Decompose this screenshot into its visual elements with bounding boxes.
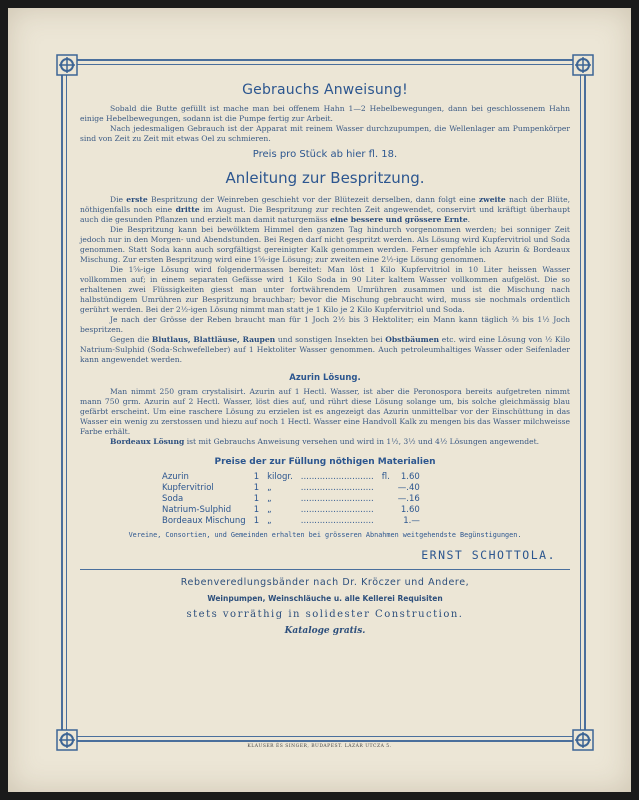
ornament-icon — [572, 54, 594, 76]
stock-line: stets vorräthig in solidester Construction. — [186, 609, 464, 620]
table-row — [158, 471, 424, 482]
price-cell-unit: „ — [267, 515, 272, 526]
price-cell-price: —.16 — [397, 493, 420, 504]
company-name: ERNST SCHOTTOLA. — [421, 548, 556, 562]
azurin-paragraph: Man nimmt 250 gram crystalisirt. Azurin auf 1 Hectl. Wasser, ist aber die Peronospora bereits aufgetreten nimmt mann 750 grm. Azurin auf 2 Hectl. Wasser, löst dies auf, und rührt diese Lösung solange um, bis solche gleichmässig blau gefärbt erscheint. Um eine raschere Lösung zu erzielen ist es angezeigt das Azurin unmittelbar vor der Einschüttung in das Wasser ein wenig zu zerstossen und hiezu auf noch 1 Hectl. Wasser eine Handvoll Kalk zu mengen bis das Wasser milchweisse Farbe erhält. — [80, 387, 570, 436]
printer-imprint: KLAUSER ÉS SINGER, BUDAPEST. LÁZÁR UTCZA 5. — [247, 744, 392, 749]
price-cell-cur — [378, 493, 394, 504]
price-cell-cur — [378, 482, 394, 493]
price-cell-cur — [378, 515, 394, 526]
section-title: Anleitung zur Bespritzung. — [225, 169, 425, 187]
spray-paragraph: Die erste Bespritzung der Weinreben geschieht vor der Blütezeit derselben, dann folgt eine zweite nach der Blüte, nöthigenfalls noch eine dritte im August. Die Bespritzung zur rechten Zeit angewendet, conservirt und kräftigt überhaupt auch die gesunden Pflanzen und erzielt man damit naturgemäss eine bessere und grössere Ernte. — [80, 195, 570, 224]
price-cell-price: 1.60 — [400, 471, 420, 482]
price-cell-item: Kupfervitriol — [162, 482, 214, 493]
table-row — [158, 504, 424, 515]
catalogue-line: Kataloge gratis. — [284, 626, 366, 636]
divider — [80, 569, 570, 570]
price-table — [158, 471, 424, 526]
usage-paragraph: Sobald die Butte gefüllt ist mache man bei offenem Hahn 1—2 Hebelbewegungen, dann bei geschlossenem Hahn einige Hebelbewegungen, sodann ist die Pumpe fertig zur Arbeit. — [80, 104, 570, 123]
product-line: Weinpumpen, Weinschläuche u. alle Kellerei Requisiten — [207, 594, 443, 603]
document-content — [80, 68, 570, 638]
price-cell-dots: ........................... — [300, 515, 374, 526]
price-cell-item: Soda — [162, 493, 184, 504]
price-cell-price: 1.60 — [400, 504, 420, 515]
price-cell-price: 1.— — [403, 515, 420, 526]
prices-heading: Preise der zur Füllung nöthigen Materialien — [214, 457, 436, 467]
price-cell-qty: 1 — [253, 482, 260, 493]
price-cell-cur — [378, 504, 394, 515]
price-cell-price: —.40 — [397, 482, 420, 493]
price-line: Preis pro Stück ab hier fl. 18. — [252, 149, 398, 160]
table-row — [158, 493, 424, 504]
price-cell-unit: kilogr. — [267, 471, 293, 482]
price-cell-unit: „ — [267, 504, 272, 515]
price-cell-unit: „ — [267, 482, 272, 493]
ornament-icon — [56, 54, 78, 76]
price-cell-cur: fl. — [381, 471, 390, 482]
spray-paragraph: Gegen die Blutlaus, Blattläuse, Raupen und sonstigen Insekten bei Obstbäumen etc. wird eine Lösung von ½ Kilo Natrium-Sulphid (Soda-Schwefelleber) auf 1 Hektoliter Wasser genommen. Auch petroleumhaltiges Wasser oder Seifenlader kann angewendet werden. — [80, 335, 570, 364]
table-row — [158, 482, 424, 493]
product-line: Rebenveredlungsbänder nach Dr. Kröczer und Andere, — [180, 577, 470, 588]
price-cell-dots: ........................... — [300, 493, 374, 504]
price-cell-qty: 1 — [253, 515, 260, 526]
price-cell-unit: „ — [267, 493, 272, 504]
price-cell-item: Natrium-Sulphid — [162, 504, 232, 515]
price-cell-qty: 1 — [253, 471, 260, 482]
price-cell-dots: ........................... — [300, 471, 374, 482]
spray-paragraph: Die Bespritzung kann bei bewölktem Himmel den ganzen Tag hindurch vorgenommen werden; bei sonniger Zeit jedoch nur in den Morgen- und Abendstunden. Bei Regen darf nicht gespritzt werden. Als Lösung wird Kupfervitriol und Soda genommen. Statt Soda kann auch sorgfältigst gereinigter Kalk genommen werden. Ferner empfehle ich Azurin & Bordeaux Mischung. Zur ersten Bespritzung wird eine 1⅝-ige Lösung; zur zweiten eine 2½-ige Lösung genommen. — [80, 225, 570, 264]
discount-notice: Vereine, Consortien, und Gemeinden erhalten bei grösseren Abnahmen weitgehendste Begünstigungen. — [128, 531, 522, 539]
bordeaux-paragraph: Bordeaux Lösung ist mit Gebrauchs Anweisung versehen und wird in 1½, 3½ und 4½ Lösungen angewendet. — [110, 437, 540, 446]
price-cell-item: Bordeaux Mischung — [162, 515, 246, 526]
usage-paragraph: Nach jedesmaligen Gebrauch ist der Apparat mit reinem Wasser durchzupumpen, die Wellenlager am Pumpenkörper sind von Zeit zu Zeit mit etwas Oel zu schmieren. — [80, 124, 570, 143]
spray-paragraph: Die 1⅝-ige Lösung wird folgendermassen bereitet: Man löst 1 Kilo Kupfervitriol in 10 Liter heissen Wasser vollkommen auf; in einem separaten Gefässe wird 1 Kilo Soda in 90 Liter kaltem Wasser vollkommen aufgelöst. Die so erhaltenen zwei Flüssigkeiten giesst man unter fortwährendem Umrühren zusammen und ist die Mischung nach halbstündigem Umrühren zur Bespritzung brauchbar; bevor die Mischung gebraucht wird, muss sie nochmals ordentlich gerührt werden. Bei der 2½-igen Lösung nimmt man statt je 1 Kilo je 2 Kilo Kupfervitriol und Soda. — [80, 265, 570, 314]
price-cell-dots: ........................... — [300, 482, 374, 493]
page-title: Gebrauchs Anweisung! — [242, 82, 408, 98]
price-cell-qty: 1 — [253, 504, 260, 515]
spray-paragraph: Je nach der Grösse der Reben braucht man für 1 Joch 2½ bis 3 Hektoliter; ein Mann kann täglich ⅔ bis 1½ Joch bespritzen. — [80, 315, 570, 334]
price-cell-item: Azurin — [162, 471, 189, 482]
azurin-heading: Azurin Lösung. — [289, 373, 361, 383]
table-row — [158, 515, 424, 526]
price-cell-qty: 1 — [253, 493, 260, 504]
price-cell-dots: ........................... — [300, 504, 374, 515]
